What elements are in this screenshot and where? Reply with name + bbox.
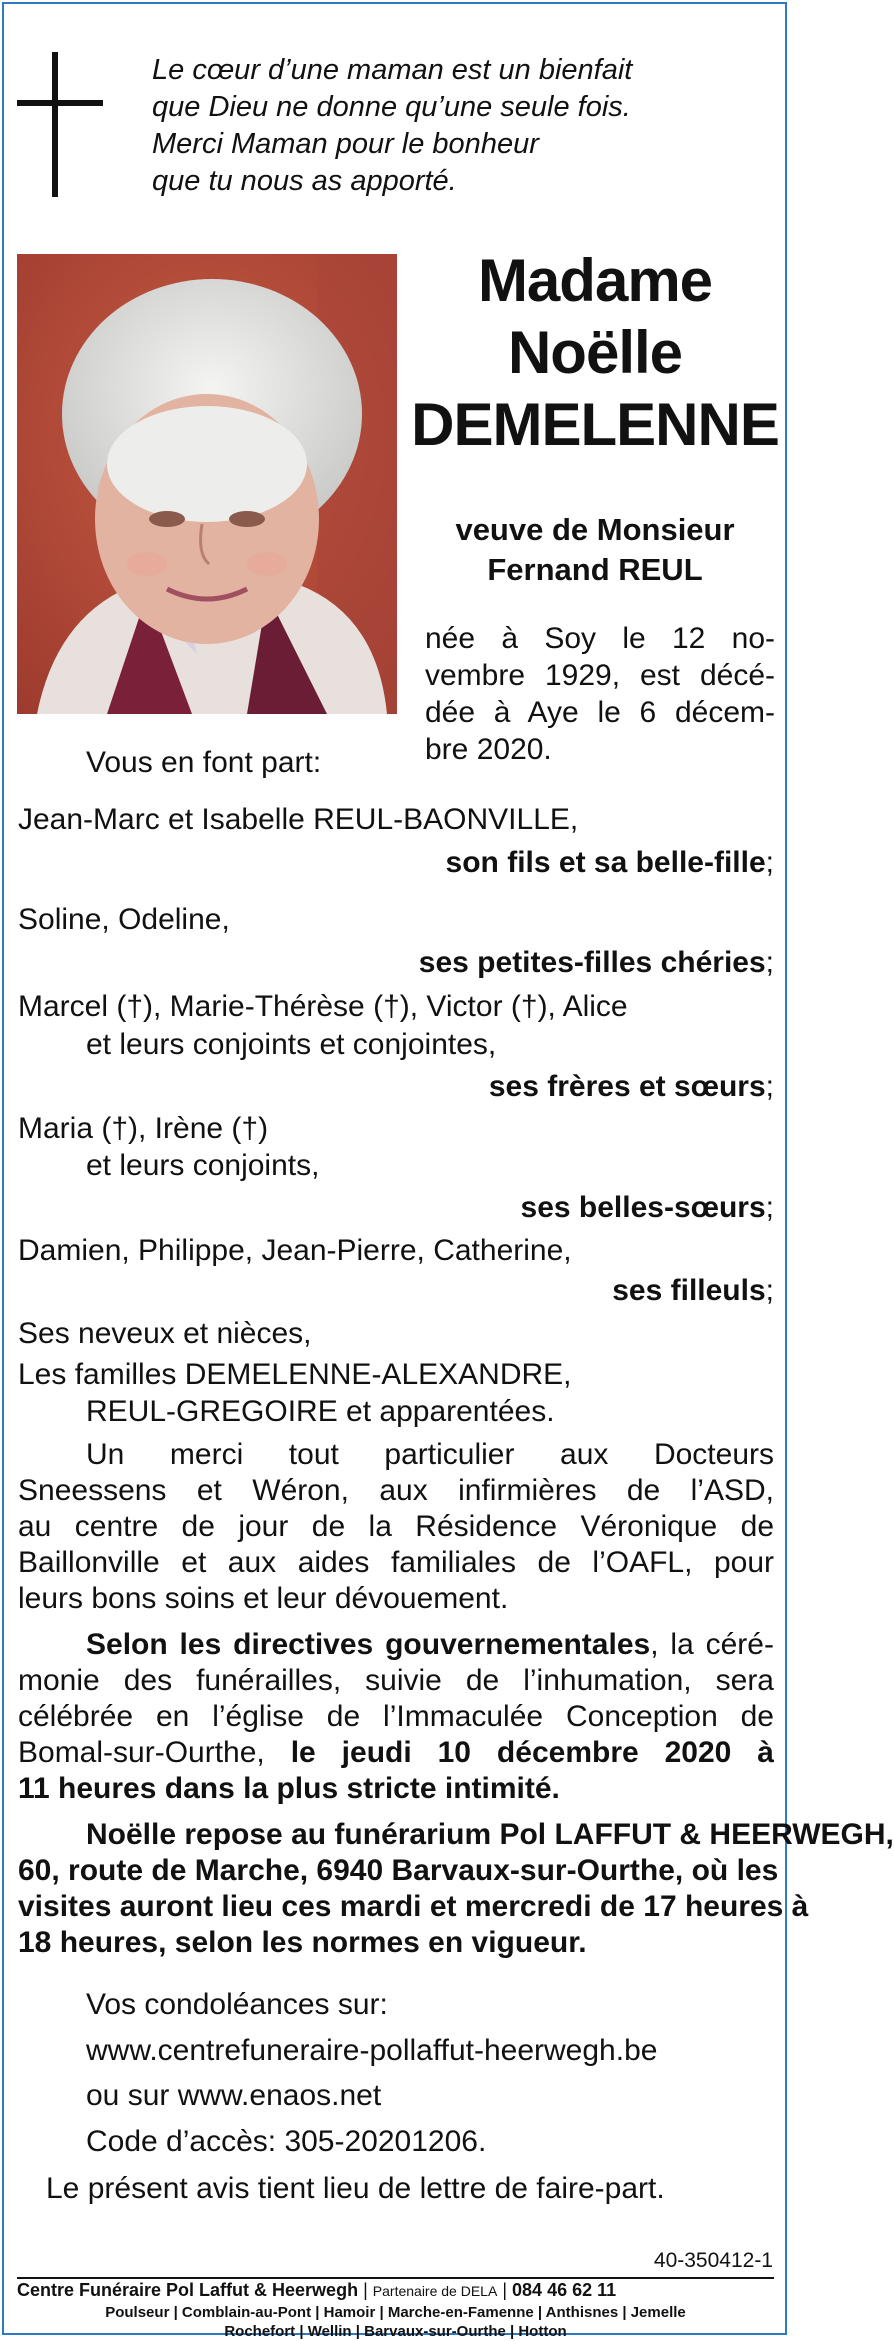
birth-line: née à Soy le 12 no- bbox=[425, 622, 775, 655]
condolences-url[interactable]: www.centrefuneraire-pollaffut-heerwegh.be bbox=[86, 2034, 658, 2067]
last-name: DEMELENNE bbox=[411, 391, 779, 458]
footer-divider bbox=[17, 2277, 774, 2279]
announcement-intro: Vous en font part: bbox=[86, 746, 322, 779]
funerarium-line: 60, route de Marche, 6940 Barvaux-sur-Ourthe, où les bbox=[18, 1854, 779, 1887]
condolences-url-alt[interactable]: ou sur www.enaos.net bbox=[86, 2079, 382, 2112]
quote-line: Merci Maman pour le bonheur bbox=[152, 128, 539, 160]
nephews-line: Ses neveux et nièces, bbox=[18, 1317, 312, 1350]
thanks-paragraph bbox=[18, 1437, 774, 1617]
ceremony-line: monie des funérailles, suivie de l’inhumation, sera bbox=[18, 1664, 774, 1697]
family-names: Damien, Philippe, Jean-Pierre, Catherine, bbox=[18, 1234, 572, 1267]
ceremony-line: Bomal-sur-Ourthe, le jeudi 10 décembre 2020 à bbox=[18, 1736, 774, 1769]
thanks-line: Sneessens et Wéron, aux infirmières de l’ASD, bbox=[18, 1474, 774, 1507]
notice-statement: Le présent avis tient lieu de lettre de faire-part. bbox=[46, 2172, 665, 2205]
family-names: et leurs conjoints et conjointes, bbox=[86, 1028, 497, 1061]
family-relation: ses belles-sœurs; bbox=[520, 1191, 774, 1224]
birth-line: dée à Aye le 6 décem- bbox=[425, 696, 775, 729]
thanks-line: au centre de jour de la Résidence Véronique de bbox=[18, 1510, 774, 1543]
funerarium-paragraph bbox=[18, 1817, 894, 1961]
locations-line: Poulseur | Comblain-au-Pont | Hamoir | Marche-en-Famenne | Anthisnes | Jemelle bbox=[105, 2304, 686, 2321]
quote-line: que tu nous as apporté. bbox=[152, 165, 457, 197]
families-line: Les familles DEMELENNE-ALEXANDRE, bbox=[18, 1358, 572, 1391]
birth-line: vembre 1929, est décé- bbox=[425, 659, 775, 692]
footer-locations bbox=[17, 2303, 774, 2341]
families-line: REUL-GREGOIRE et apparentées. bbox=[86, 1395, 555, 1428]
ceremony-line: Selon les directives gouvernementales, la céré- bbox=[86, 1628, 774, 1661]
company-name: Centre Funéraire Pol Laffut & Heerwegh bbox=[17, 2280, 359, 2300]
family-relation: ses frères et sœurs; bbox=[488, 1070, 774, 1103]
ceremony-line: 11 heures dans la plus stricte intimité. bbox=[18, 1772, 560, 1805]
name-title: Madame bbox=[477, 247, 713, 314]
family-names: Maria (†), Irène (†) bbox=[18, 1112, 269, 1145]
funerarium-line: 18 heures, selon les normes en vigueur. bbox=[18, 1926, 587, 1959]
condolences-intro: Vos condoléances sur: bbox=[86, 1988, 388, 2021]
thanks-line: leurs bons soins et leur dévouement. bbox=[18, 1582, 509, 1615]
locations-line: Rochefort | Wellin | Barvaux-sur-Ourthe | Hotton bbox=[224, 2323, 567, 2340]
family-relation: ses filleuls; bbox=[612, 1274, 774, 1307]
announcement-body bbox=[18, 0, 894, 2339]
access-code: Code d’accès: 305-20201206. bbox=[86, 2125, 487, 2158]
funerarium-line: Noëlle repose au funérarium Pol LAFFUT & HEERWEGH, bbox=[86, 1818, 894, 1851]
partner-label: Partenaire de DELA bbox=[372, 2283, 498, 2299]
ceremony-line: célébrée en l’église de l’Immaculée Conception de bbox=[18, 1700, 774, 1733]
thanks-line: Un merci tout particulier aux Docteurs bbox=[86, 1438, 774, 1471]
first-name: Noëlle bbox=[507, 319, 683, 386]
family-relation: son fils et sa belle-fille; bbox=[445, 846, 774, 879]
family-names: Jean-Marc et Isabelle REUL-BAONVILLE, bbox=[18, 803, 579, 836]
phone-number: 084 46 62 11 bbox=[512, 2280, 617, 2300]
widow-line: Fernand REUL bbox=[487, 552, 703, 587]
birth-line: bre 2020. bbox=[425, 733, 552, 766]
ceremony-paragraph bbox=[18, 1627, 774, 1807]
footer-company-line: Centre Funéraire Pol Laffut & Heerwegh | Partenaire de DELA | 084 46 62 11 bbox=[17, 2280, 617, 2300]
quote-line: Le cœur d’une maman est un bienfait bbox=[152, 54, 633, 86]
family-relation: ses petites-filles chéries; bbox=[418, 946, 774, 979]
funerarium-line: visites auront lieu ces mardi et mercredi de 17 heures à bbox=[18, 1890, 809, 1923]
reference-code: 40-350412-1 bbox=[653, 2249, 773, 2272]
quote-line: que Dieu ne donne qu’une seule fois. bbox=[152, 91, 631, 123]
family-names: et leurs conjoints, bbox=[86, 1149, 320, 1182]
thanks-line: Baillonville et aux aides familiales de l’OAFL, pour bbox=[18, 1546, 774, 1579]
family-names: Soline, Odeline, bbox=[18, 903, 230, 936]
widow-line: veuve de Monsieur bbox=[455, 512, 735, 547]
family-names: Marcel (†), Marie-Thérèse (†), Victor (†), Alice bbox=[18, 990, 628, 1023]
